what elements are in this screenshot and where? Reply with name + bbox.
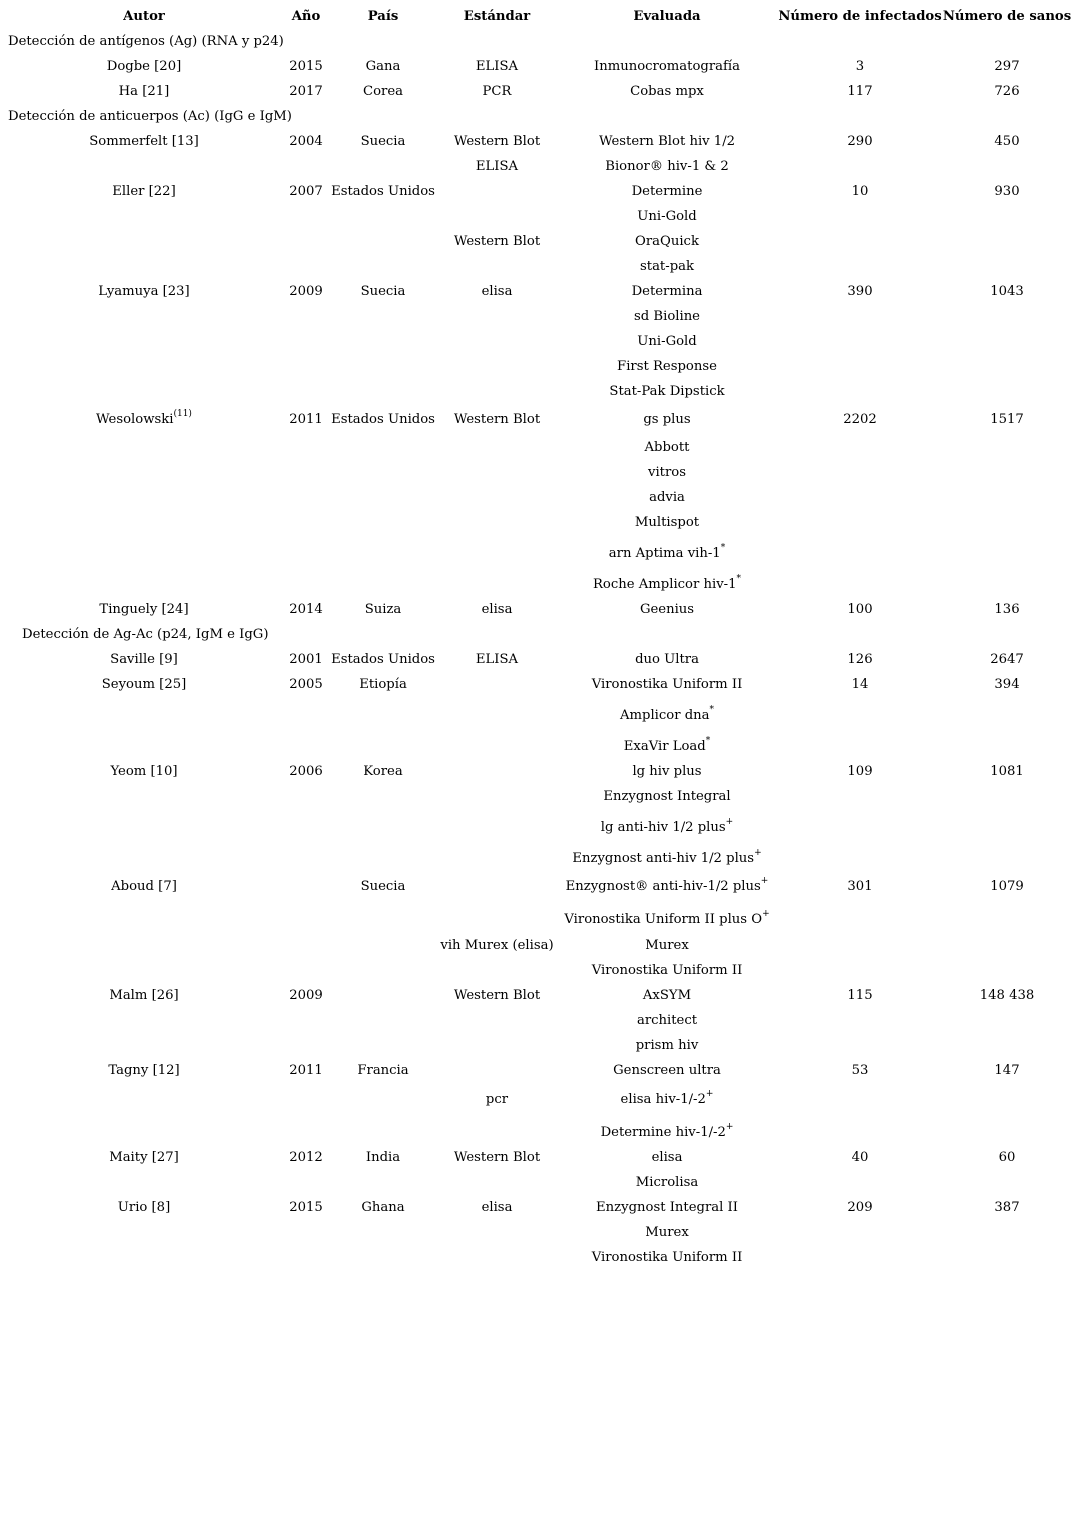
cell-text: 117 (847, 84, 873, 99)
cell-text: 297 (994, 59, 1020, 74)
cell-anio (289, 59, 323, 75)
cell-autor (109, 1150, 179, 1166)
cell-evaluada (632, 764, 701, 780)
cell-text: Maity [27] (109, 1150, 179, 1165)
header-infectados: Número de infectados (778, 9, 942, 24)
cell-text: elisa hiv-1/-2 (620, 1092, 706, 1107)
cell-text: 2202 (843, 412, 877, 427)
cell-infectados (852, 1150, 869, 1166)
cell-text: Francia (357, 1063, 409, 1078)
cell-evaluada (593, 573, 741, 593)
cell-text: Urio [8] (117, 1200, 171, 1215)
cell-pais (363, 764, 402, 780)
cell-evaluada (635, 234, 699, 250)
cell-text: elisa (651, 1150, 683, 1165)
cell-evaluada (649, 490, 685, 506)
cell-evaluada (640, 259, 694, 275)
cell-pais (331, 412, 435, 428)
cell-text: vitros (648, 465, 686, 480)
cell-text: duo Ultra (635, 652, 699, 667)
cell-text: Geenius (639, 602, 695, 617)
cell-text: 40 (851, 1150, 869, 1165)
cell-pais (331, 652, 435, 668)
cell-sanos (999, 1150, 1016, 1166)
superscript-mark: + (705, 1088, 714, 1099)
superscript-mark: * (705, 735, 711, 746)
cell-text: Yeom [10] (110, 764, 178, 779)
cell-autor (112, 184, 175, 200)
cell-infectados (847, 652, 872, 668)
header-pais: País (367, 9, 399, 24)
cell-estandar (486, 1092, 508, 1108)
cell-text: Western Blot (453, 234, 541, 249)
cell-evaluada (592, 1250, 743, 1266)
cell-pais (361, 1200, 404, 1216)
cell-text: Western Blot hiv 1/2 (598, 134, 736, 149)
cell-text: ELISA (475, 159, 519, 174)
cell-text: 60 (998, 1150, 1016, 1165)
cell-infectados (847, 764, 872, 780)
cell-text: Determine hiv-1/-2 (600, 1125, 726, 1140)
cell-text: Vironostika Uniform II (591, 677, 743, 692)
cell-text: 2009 (289, 988, 323, 1003)
cell-text: PCR (482, 84, 512, 99)
cell-text: pcr (485, 1092, 509, 1107)
header-evaluada: Evaluada (633, 9, 701, 24)
cell-evaluada (635, 652, 699, 668)
cell-text: AxSYM (642, 988, 692, 1003)
cell-text: 126 (847, 652, 873, 667)
cell-text: gs plus (643, 412, 691, 427)
cell-estandar (454, 134, 540, 150)
cell-text: Murex (645, 1225, 689, 1240)
cell-evaluada (592, 677, 743, 693)
cell-text: Enzygnost® anti-hiv-1/2 plus (565, 879, 761, 894)
cell-anio (289, 652, 323, 668)
cell-text: Enzygnost Integral (603, 789, 731, 804)
cell-text: ELISA (475, 652, 519, 667)
cell-text: 2011 (289, 1063, 323, 1078)
cell-text: ExaVir Load (623, 739, 706, 754)
superscript-mark: + (762, 908, 770, 919)
cell-pais (361, 284, 406, 300)
cell-text: lg anti-hiv 1/2 plus (600, 820, 726, 835)
cell-text: Dogbe [20] (106, 59, 182, 74)
cell-text: Gana (365, 59, 401, 74)
cell-text: Vironostika Uniform II plus O (564, 912, 763, 927)
section-ag-ac: Detección de Ag-Ac (p24, IgM e IgG) (22, 627, 269, 642)
cell-text: Genscreen ultra (613, 1063, 721, 1078)
cell-infectados (847, 84, 872, 100)
cell-text: lg hiv plus (632, 764, 702, 779)
header-anio: Año (291, 9, 321, 24)
cell-text: 387 (994, 1200, 1020, 1215)
cell-sanos (994, 84, 1019, 100)
cell-evaluada (594, 59, 740, 75)
cell-text: arn Aptima vih-1 (608, 546, 721, 561)
cell-pais (361, 134, 406, 150)
cell-infectados (852, 184, 869, 200)
cell-text: Estados Unidos (331, 652, 435, 667)
cell-text: 930 (994, 184, 1020, 199)
cell-text: Microlisa (635, 1175, 699, 1190)
cell-text: architect (636, 1013, 698, 1028)
cell-evaluada (645, 1225, 689, 1241)
cell-evaluada (645, 938, 689, 954)
cell-text: Seyoum [25] (101, 677, 187, 692)
cell-evaluada (632, 184, 703, 200)
cell-text: Cobas mpx (630, 84, 704, 99)
cell-text: Suecia (360, 879, 406, 894)
cell-text: Enzygnost Integral II (596, 1200, 738, 1215)
cell-evaluada (637, 334, 696, 350)
cell-text: Suecia (360, 284, 406, 299)
superscript-mark: + (725, 1121, 734, 1132)
cell-text: 2017 (289, 84, 323, 99)
cell-anio (289, 1063, 323, 1079)
cell-sanos (994, 1063, 1019, 1079)
cell-text: 147 (994, 1063, 1020, 1078)
cell-text: Sommerfelt [13] (89, 134, 199, 149)
cell-evaluada (636, 1175, 698, 1191)
cell-pais (366, 1150, 400, 1166)
cell-pais (361, 879, 406, 895)
cell-anio (289, 84, 323, 100)
cell-text: Western Blot (453, 1150, 541, 1165)
cell-text: ELISA (475, 59, 519, 74)
cell-evaluada (620, 1088, 714, 1108)
cell-text: Etiopía (359, 677, 407, 692)
cell-text: Suecia (360, 134, 406, 149)
cell-text: Uni-Gold (637, 209, 697, 224)
cell-text: OraQuick (635, 234, 699, 249)
cell-autor (110, 652, 178, 668)
cell-autor (118, 1200, 170, 1216)
cell-pais (363, 84, 403, 100)
cell-autor (109, 988, 178, 1004)
cell-anio (289, 677, 323, 693)
cell-text: 2007 (289, 184, 323, 199)
cell-infectados (852, 677, 869, 693)
cell-evaluada (608, 542, 726, 562)
superscript-mark: * (709, 704, 715, 715)
cell-evaluada (613, 1063, 721, 1079)
cell-text: Corea (362, 84, 404, 99)
cell-evaluada (652, 1150, 683, 1166)
superscript-mark: + (754, 847, 762, 858)
cell-evaluada (637, 1013, 697, 1029)
cell-evaluada (643, 412, 690, 428)
cell-text: prism hiv (635, 1038, 699, 1053)
cell-estandar (476, 652, 518, 668)
cell-sanos (990, 764, 1024, 780)
cell-anio (289, 134, 323, 150)
superscript-mark: * (736, 573, 741, 584)
header-estandar: Estándar (463, 9, 531, 24)
cell-evaluada (592, 963, 743, 979)
cell-evaluada (572, 847, 762, 867)
cell-text: Malm [26] (109, 988, 179, 1003)
cell-infectados (847, 602, 872, 618)
cell-infectados (847, 134, 872, 150)
cell-evaluada (564, 908, 770, 928)
cell-text: Amplicor dna (619, 708, 710, 723)
cell-text: Multispot (634, 515, 700, 530)
cell-estandar (440, 938, 553, 954)
cell-text: Tagny [12] (108, 1063, 180, 1078)
cell-text: 1081 (990, 764, 1024, 779)
cell-estandar (454, 1150, 540, 1166)
cell-text: 2014 (289, 602, 323, 617)
cell-text: Eller [22] (112, 184, 176, 199)
cell-sanos (994, 59, 1019, 75)
cell-estandar (454, 988, 540, 1004)
cell-anio (289, 412, 323, 428)
cell-text: Vironostika Uniform II (591, 1250, 743, 1265)
cell-infectados (843, 412, 877, 428)
cell-evaluada (605, 159, 729, 175)
cell-text: Estados Unidos (331, 412, 435, 427)
cell-text: Enzygnost anti-hiv 1/2 plus (572, 851, 755, 866)
cell-text: Ha [21] (118, 84, 170, 99)
cell-text: 1517 (990, 412, 1024, 427)
cell-evaluada (619, 704, 715, 724)
cell-text: Western Blot (453, 134, 541, 149)
cell-anio (289, 602, 323, 618)
cell-text: Ghana (361, 1200, 405, 1215)
cell-evaluada (623, 735, 711, 755)
cell-text: 136 (994, 602, 1020, 617)
cell-anio (289, 1200, 323, 1216)
cell-evaluada (632, 284, 703, 300)
cell-estandar (454, 234, 540, 250)
cell-text: 2004 (289, 134, 323, 149)
cell-text: Uni-Gold (637, 334, 697, 349)
cell-pais (357, 1063, 408, 1079)
cell-anio (289, 988, 323, 1004)
cell-pais (366, 59, 401, 75)
cell-evaluada (636, 1038, 699, 1054)
cell-text: Western Blot (453, 988, 541, 1003)
cell-text: Wesolowski (96, 412, 174, 427)
cell-infectados (847, 284, 872, 300)
cell-anio (289, 284, 323, 300)
cell-estandar (454, 412, 540, 428)
cell-estandar (476, 159, 518, 175)
cell-evaluada (609, 384, 724, 400)
cell-text: Abbott (644, 440, 690, 455)
superscript-mark: + (760, 875, 769, 886)
cell-autor (107, 59, 181, 75)
cell-evaluada (645, 440, 690, 456)
header-autor: Autor (123, 9, 165, 24)
cell-anio (289, 1150, 323, 1166)
header-sanos: Número de sanos (942, 9, 1072, 24)
cell-text: advia (649, 490, 685, 505)
cell-pais (331, 184, 435, 200)
cell-text: Lyamuya [23] (98, 284, 190, 299)
cell-evaluada (634, 309, 700, 325)
cell-text: 450 (994, 134, 1020, 149)
cell-autor (98, 284, 189, 300)
cell-autor (89, 134, 199, 150)
cell-text: 394 (994, 677, 1020, 692)
cell-text: 301 (847, 879, 873, 894)
cell-evaluada (599, 134, 735, 150)
cell-text: Aboud [7] (111, 879, 177, 894)
cell-estandar (482, 1200, 513, 1216)
cell-text: 2012 (289, 1150, 323, 1165)
cell-text: 115 (847, 988, 873, 1003)
cell-anio (289, 764, 323, 780)
cell-text: Saville [9] (110, 652, 178, 667)
cell-sanos (980, 988, 1035, 1004)
cell-text: 1043 (990, 284, 1024, 299)
cell-autor (99, 602, 188, 618)
cell-text: Estados Unidos (331, 184, 435, 199)
cell-estandar (476, 59, 518, 75)
cell-text: 2001 (289, 652, 323, 667)
cell-text: Western Blot (453, 412, 541, 427)
cell-infectados (847, 1200, 872, 1216)
cell-evaluada (643, 988, 691, 1004)
cell-sanos (990, 879, 1024, 895)
cell-text: Determina (631, 284, 703, 299)
cell-sanos (990, 284, 1024, 300)
cell-sanos (994, 602, 1019, 618)
cell-evaluada (565, 875, 769, 895)
cell-text: 390 (847, 284, 873, 299)
cell-evaluada (617, 359, 717, 375)
cell-autor (110, 764, 177, 780)
cell-estandar (483, 84, 512, 100)
cell-text: Stat-Pak Dipstick (609, 384, 725, 399)
cell-evaluada (603, 789, 730, 805)
superscript-mark: + (725, 816, 734, 827)
cell-text: Tinguely [24] (99, 602, 189, 617)
cell-text: 53 (851, 1063, 869, 1078)
cell-text: stat-pak (640, 259, 694, 274)
cell-text: vih Murex (elisa) (440, 938, 554, 953)
cell-autor (119, 84, 170, 100)
cell-sanos (990, 412, 1024, 428)
cell-text: Vironostika Uniform II (591, 963, 743, 978)
cell-autor (96, 408, 192, 428)
cell-text: Inmunocromatografía (594, 59, 740, 74)
cell-infectados (852, 1063, 869, 1079)
cell-text: Determine (631, 184, 703, 199)
cell-anio (289, 184, 323, 200)
cell-sanos (994, 134, 1019, 150)
cell-infectados (847, 879, 872, 895)
cell-text: 100 (847, 602, 873, 617)
section-antigenos: Detección de antígenos (Ag) (RNA y p24) (8, 34, 284, 49)
cell-text: 2005 (289, 677, 323, 692)
cell-sanos (994, 677, 1019, 693)
cell-text: 2015 (289, 1200, 323, 1215)
cell-text: 14 (851, 677, 869, 692)
cell-text: 2015 (289, 59, 323, 74)
cell-text: Suiza (364, 602, 402, 617)
cell-text: 2006 (289, 764, 323, 779)
cell-autor (111, 879, 177, 895)
cell-pais (359, 677, 407, 693)
cell-text: Roche Amplicor hiv-1 (593, 577, 737, 592)
cell-text: 109 (847, 764, 873, 779)
superscript-mark: (11) (173, 408, 192, 419)
cell-text: First Response (617, 359, 717, 374)
cell-text: 209 (847, 1200, 873, 1215)
cell-text: 2009 (289, 284, 323, 299)
cell-text: 726 (994, 84, 1020, 99)
cell-text: Bionor® hiv-1 & 2 (605, 159, 729, 174)
cell-evaluada (600, 816, 734, 836)
cell-estandar (482, 602, 513, 618)
cell-autor (102, 677, 187, 693)
cell-text: elisa (481, 1200, 513, 1215)
cell-text: 2647 (990, 652, 1024, 667)
superscript-mark: * (720, 542, 726, 553)
cell-sanos (994, 1200, 1019, 1216)
cell-evaluada (640, 602, 694, 618)
cell-text: 10 (851, 184, 869, 199)
cell-sanos (994, 184, 1019, 200)
cell-evaluada (630, 84, 704, 100)
cell-text: 148 438 (979, 988, 1035, 1003)
cell-evaluada (648, 465, 686, 481)
cell-evaluada (637, 209, 696, 225)
cell-text: sd Bioline (634, 309, 700, 324)
cell-pais (365, 602, 402, 618)
cell-infectados (856, 59, 864, 75)
cell-text: 2011 (289, 412, 323, 427)
cell-evaluada (635, 515, 699, 531)
cell-text: elisa (481, 284, 513, 299)
section-anticuerpos: Detección de anticuerpos (Ac) (IgG e IgM) (8, 109, 292, 124)
cell-evaluada (596, 1200, 738, 1216)
cell-text: Korea (363, 764, 403, 779)
cell-text: elisa (481, 602, 513, 617)
cell-text: India (365, 1150, 401, 1165)
cell-text: 290 (847, 134, 873, 149)
cell-infectados (847, 988, 872, 1004)
cell-text: 1079 (990, 879, 1024, 894)
cell-evaluada (600, 1121, 734, 1141)
cell-text: 3 (855, 59, 865, 74)
cell-text: Murex (645, 938, 689, 953)
cell-estandar (482, 284, 513, 300)
cell-sanos (990, 652, 1024, 668)
cell-autor (108, 1063, 179, 1079)
